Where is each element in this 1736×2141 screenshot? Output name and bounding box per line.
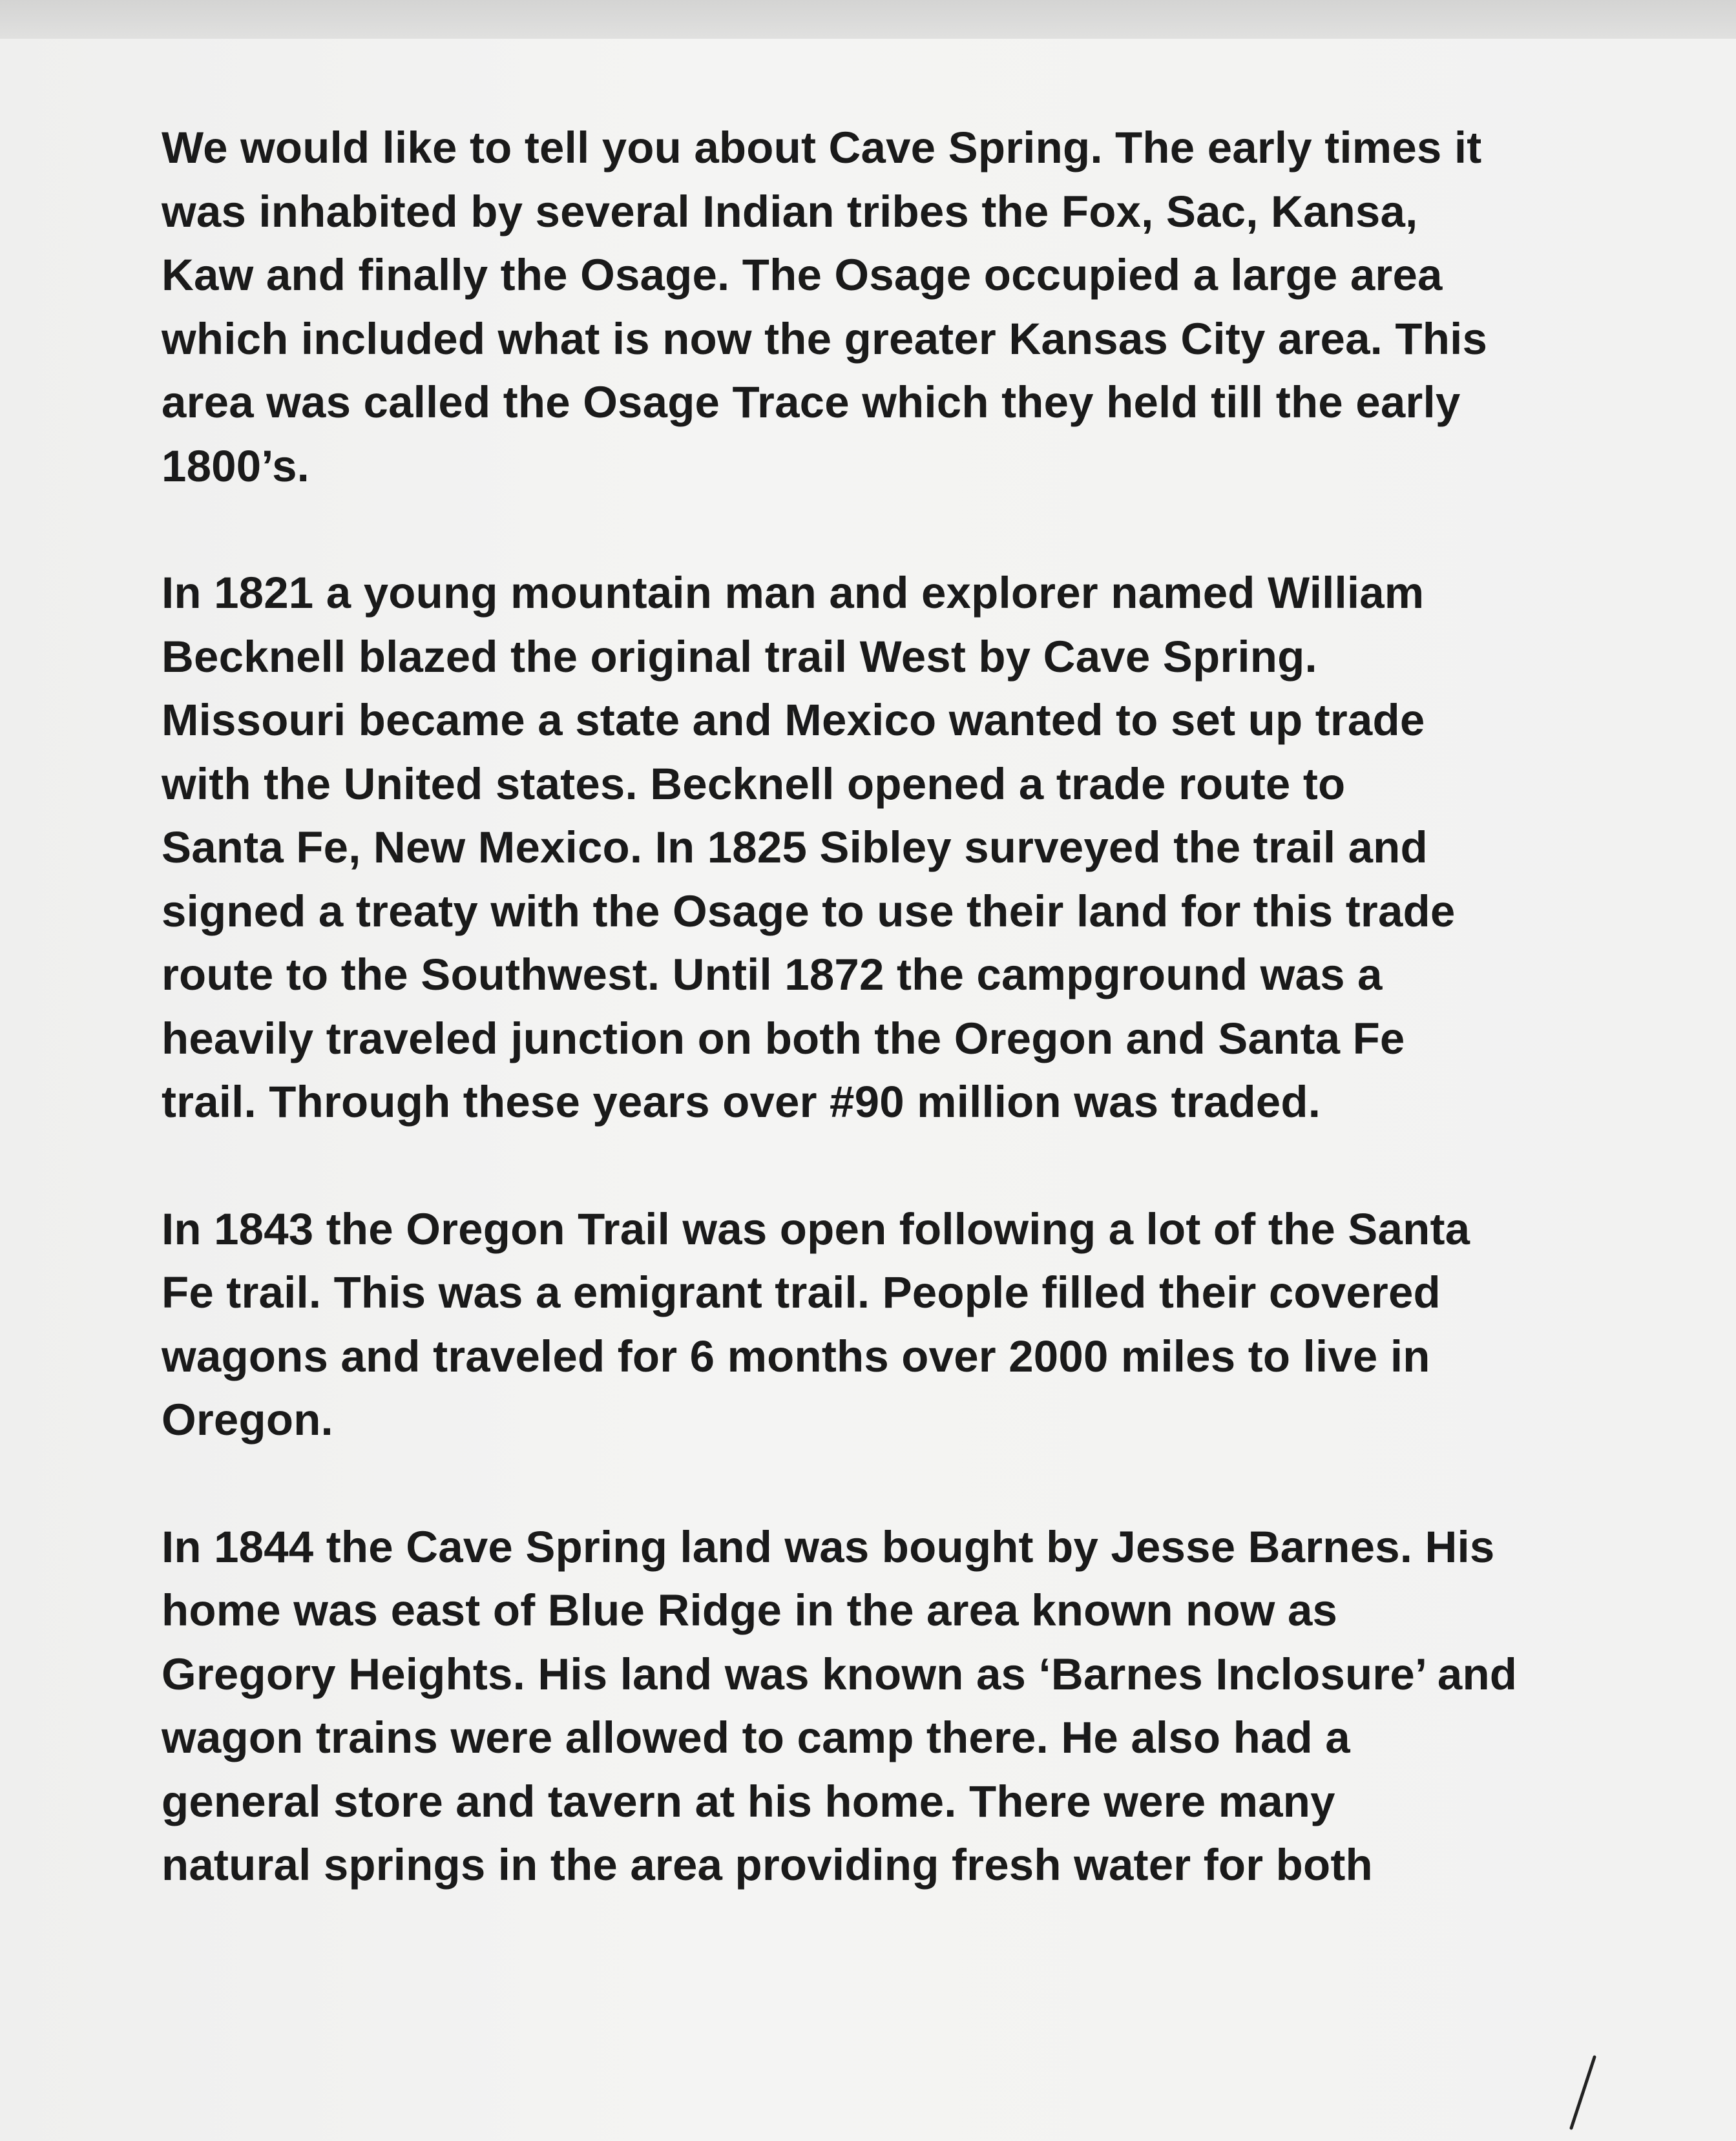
paragraph-jesse-barnes [162, 1516, 1609, 1897]
text-line: Fe trail. This was a emigrant trail. People filled their covered [162, 1268, 1441, 1317]
text-line: wagon trains were allowed to camp there. He also had a [162, 1713, 1350, 1762]
text-line: heavily traveled junction on both the Oregon and Santa Fe [162, 1013, 1405, 1063]
text-line: Missouri became a state and Mexico wanted to set up trade [162, 695, 1425, 745]
text-line: In 1844 the Cave Spring land was bought by Jesse Barnes. His [162, 1521, 1495, 1572]
paragraph-osage-history [162, 116, 1609, 498]
text-line: Becknell blazed the original trail West by Cave Spring. [162, 631, 1317, 682]
text-line: natural springs in the area providing fresh water for both [162, 1840, 1373, 1890]
text-line: with the United states. Becknell opened a trade route to [162, 758, 1346, 809]
text-line: which included what is now the greater Kansas City area. This [162, 313, 1488, 364]
text-line: Kaw and finally the Osage. The Osage occupied a large area [162, 250, 1443, 300]
text-line: In 1843 the Oregon Trail was open following a lot of the Santa [162, 1204, 1470, 1254]
text-line: Oregon. [162, 1395, 333, 1445]
text-line: general store and tavern at his home. There were many [162, 1776, 1335, 1826]
text-line: Gregory Heights. His land was known as ‘Barnes Inclosure’ and [162, 1649, 1518, 1699]
pen-stroke-mark [1563, 2054, 1602, 2132]
text-line: area was called the Osage Trace which they held till the early [162, 377, 1461, 427]
text-line: route to the Southwest. Until 1872 the campground was a [162, 950, 1383, 999]
text-line: signed a treaty with the Osage to use their land for this trade [162, 886, 1456, 936]
text-line: In 1821 a young mountain man and explorer named William [162, 568, 1425, 618]
document-body [162, 116, 1609, 1961]
text-line: wagons and traveled for 6 months over 2000 miles to live in [162, 1331, 1430, 1381]
text-line: home was east of Blue Ridge in the area known now as [162, 1585, 1338, 1635]
text-line: trail. Through these years over #90 million was traded. [162, 1077, 1321, 1127]
text-line: was inhabited by several Indian tribes the Fox, Sac, Kansa, [162, 186, 1418, 236]
paragraph-oregon-trail [162, 1198, 1609, 1452]
text-line: Santa Fe, New Mexico. In 1825 Sibley surveyed the trail and [162, 822, 1428, 872]
paragraph-santa-fe-trail [162, 561, 1609, 1134]
text-line: We would like to tell you about Cave Spring. The early times it [162, 123, 1482, 172]
text-line: 1800’s. [162, 441, 310, 491]
